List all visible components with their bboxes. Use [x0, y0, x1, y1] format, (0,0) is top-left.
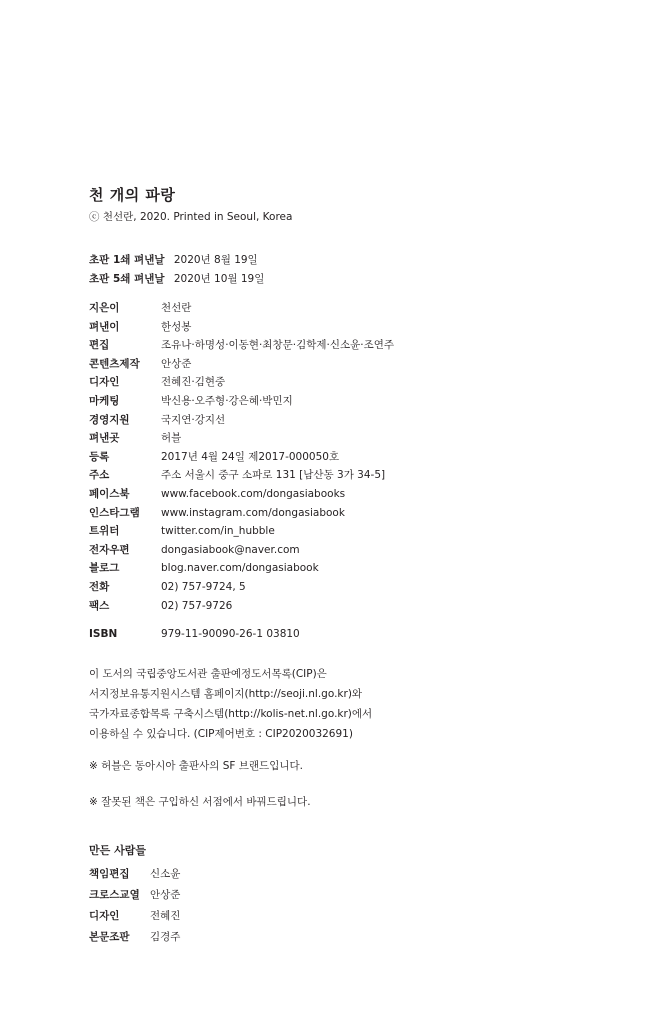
credit-value: 국지연·강지선 — [161, 413, 226, 426]
maker-value: 김경주 — [150, 931, 181, 943]
credit-row-author — [89, 299, 394, 318]
credit-row-blog — [89, 559, 394, 578]
maker-row — [89, 885, 180, 906]
maker-label: 크로스교열 — [89, 889, 140, 901]
credit-value: 2017년 4월 24일 제2017-000050호 — [161, 450, 340, 463]
edition-date: 2020년 10월 19일 — [173, 273, 265, 285]
cip-line: 이 도서의 국립중앙도서관 출판예정도서목록(CIP)은 — [89, 668, 327, 680]
maker-value: 전혜진 — [150, 910, 181, 922]
credit-label: 전화 — [89, 580, 110, 593]
makers-heading: 만든 사람들 — [89, 844, 146, 857]
cip-line: 국가자료종합목록 구축시스템(http://kolis-net.nl.go.kr)에서 — [89, 708, 373, 720]
credit-row-twitter — [89, 522, 394, 541]
credit-value: 안상준 — [161, 357, 192, 370]
credit-row-marketing — [89, 392, 394, 411]
credit-row-address — [89, 466, 394, 485]
edition-list — [89, 251, 264, 289]
credit-label: 등록 — [89, 450, 110, 463]
brand-note: ※ 허블은 동아시아 출판사의 SF 브랜드입니다. — [89, 760, 303, 772]
credit-value: blog.naver.com/dongasiabook — [161, 562, 319, 575]
credit-value: www.facebook.com/dongasiabooks — [161, 487, 346, 500]
credit-value: 천선란 — [161, 302, 192, 314]
credit-value: 주소 서울시 중구 소파로 131 [남산동 3가 34-5] — [161, 469, 386, 482]
isbn-label: ISBN — [89, 628, 118, 640]
exchange-note: ※ 잘못된 책은 구입하신 서점에서 바꿔드립니다. — [89, 796, 311, 808]
cip-notice — [89, 664, 372, 744]
maker-label: 본문조판 — [89, 931, 130, 943]
maker-label: 디자인 — [89, 910, 120, 922]
credit-value: 한성봉 — [161, 320, 192, 333]
edition-row — [89, 270, 264, 289]
cip-line: 이용하실 수 있습니다. (CIP제어번호 : CIP2020032691) — [89, 728, 353, 740]
credit-label: 편집 — [89, 339, 110, 352]
credit-row-editors — [89, 336, 394, 355]
credit-value: 02) 757-9726 — [161, 599, 233, 612]
edition-date: 2020년 8월 19일 — [173, 254, 258, 266]
credit-label: 트위터 — [89, 525, 120, 538]
credits-list — [89, 299, 394, 615]
credit-label: 팩스 — [89, 599, 110, 612]
credit-label: 인스타그램 — [89, 506, 140, 519]
maker-row — [89, 864, 180, 885]
edition-label: 초판 1쇄 펴낸날 — [89, 254, 165, 266]
isbn-row — [89, 628, 300, 640]
maker-value: 안상준 — [150, 889, 181, 901]
credit-row-content-production — [89, 355, 394, 374]
credit-row-imprint — [89, 429, 394, 448]
credit-label: 디자인 — [89, 376, 120, 389]
credit-row-publisher — [89, 318, 394, 337]
credit-row-management — [89, 411, 394, 430]
credit-row-registration — [89, 448, 394, 467]
credit-row-instagram — [89, 504, 394, 523]
credit-value: twitter.com/in_hubble — [161, 525, 275, 538]
book-title: 천 개의 파랑 — [89, 186, 176, 204]
credit-label: 블로그 — [89, 562, 120, 575]
credit-label: 펴낸곳 — [89, 432, 120, 445]
maker-value: 신소윤 — [150, 868, 181, 880]
credit-row-fax — [89, 597, 394, 616]
maker-row — [89, 927, 180, 948]
credit-value: 전혜진·김현중 — [161, 376, 226, 389]
edition-label: 초판 5쇄 펴낸날 — [89, 273, 165, 285]
credit-label: 경영지원 — [89, 413, 130, 426]
colophon-page — [89, 0, 649, 1024]
edition-row — [89, 251, 264, 270]
credit-label: 지은이 — [89, 302, 120, 314]
credit-value: www.instagram.com/dongasiabook — [161, 506, 345, 519]
credit-label: 페이스북 — [89, 487, 130, 500]
isbn-value: 979-11-90090-26-1 03810 — [161, 628, 300, 640]
credit-label: 전자우편 — [89, 543, 130, 556]
credit-label: 펴낸이 — [89, 320, 120, 333]
credit-label: 콘텐츠제작 — [89, 357, 140, 370]
credit-label: 마케팅 — [89, 394, 120, 407]
cip-line: 서지정보유통지원시스템 홈페이지(http://seoji.nl.go.kr)와 — [89, 688, 363, 700]
credit-row-design — [89, 373, 394, 392]
credit-row-facebook — [89, 485, 394, 504]
credit-value: 조유나·하명성·이동현·최창문·김학제·신소윤·조연주 — [161, 339, 395, 352]
maker-label: 책임편집 — [89, 868, 130, 880]
credit-row-phone — [89, 578, 394, 597]
credit-label: 주소 — [89, 469, 110, 482]
copyright-line: ⓒ 천선란, 2020. Printed in Seoul, Korea — [89, 211, 293, 223]
credit-row-email — [89, 541, 394, 560]
credit-value: 박신용·오주형·강은혜·박민지 — [161, 394, 293, 407]
credit-value: 02) 757-9724, 5 — [161, 580, 246, 593]
credit-value: dongasiabook@naver.com — [161, 543, 300, 556]
credit-value: 허블 — [161, 432, 182, 445]
maker-row — [89, 906, 180, 927]
makers-list — [89, 864, 180, 948]
